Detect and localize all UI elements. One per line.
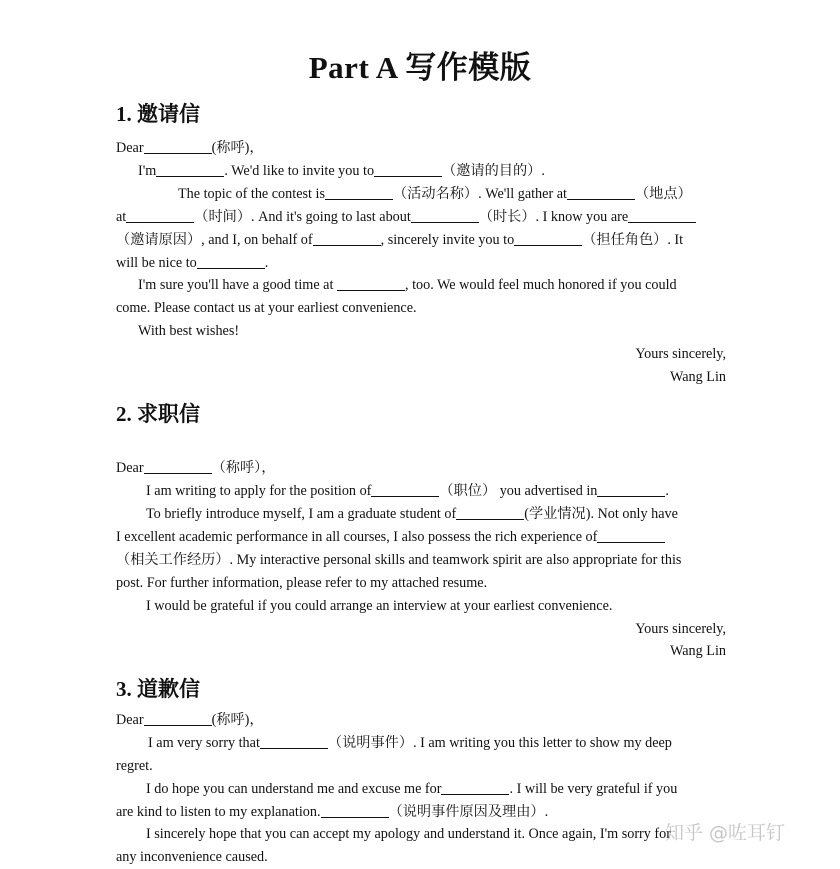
letter-line: Dear (称呼)， (116, 140, 264, 156)
section-heading-invitation: 1. 邀请信 (116, 102, 200, 126)
letter-line: I sincerely hope that you can accept my apology and understand it. Once again, I'm sorry for (146, 826, 671, 842)
fill-blank (567, 185, 635, 200)
fill-blank (371, 482, 439, 497)
letter-line: come. Please contact us at your earliest convenience. (116, 300, 417, 316)
letter-line: will be nice to . (116, 255, 269, 271)
fill-blank (597, 482, 665, 497)
fill-blank (325, 185, 393, 200)
fill-blank (337, 276, 405, 291)
letter-line: I'm . We'd like to invite you to （邀请的目的）. (138, 163, 545, 179)
letter-line: I am writing to apply for the position of （职位） you advertised in . (146, 483, 669, 499)
signature: Wang Lin (670, 369, 726, 385)
fill-blank (321, 803, 389, 818)
letter-line: With best wishes! (138, 323, 240, 339)
page-title: Part A 写作模版 (308, 50, 532, 85)
letter-line: I excellent academic performance in all courses, I also possess the rich experience of (116, 526, 665, 549)
watermark: 知乎 @咗耳钉 (665, 822, 786, 844)
letter-line: Dear (称呼)， (116, 712, 264, 728)
fill-blank (597, 528, 665, 543)
fill-blank (411, 208, 479, 223)
fill-blank (628, 208, 696, 223)
fill-blank (126, 208, 194, 223)
letter-line: Dear （称呼）， (116, 460, 276, 476)
letter-line: I'm sure you'll have a good time at , too. We would feel much honored if you could (138, 277, 677, 293)
fill-blank (441, 780, 509, 795)
letter-line: The topic of the contest is （活动名称）. We'll gather at （地点） (178, 186, 692, 202)
fill-blank (144, 711, 212, 726)
fill-blank (313, 231, 381, 246)
letter-line: To briefly introduce myself, I am a graduate student of (学业情况). Not only have (146, 506, 678, 522)
letter-line: I am very sorry that （说明事件）. I am writing you this letter to show my deep (148, 735, 672, 751)
closing: Yours sincerely, (635, 621, 726, 637)
fill-blank (156, 162, 224, 177)
letter-line: post. For further information, please refer to my attached resume. (116, 575, 488, 591)
signature: Wang Lin (670, 643, 726, 659)
fill-blank (197, 254, 265, 269)
letter-line: （相关工作经历）. My interactive personal skills and teamwork spirit are also appropriate for this (116, 552, 682, 568)
fill-blank (514, 231, 582, 246)
fill-blank (144, 459, 212, 474)
fill-blank (456, 505, 524, 520)
section-heading-application: 2. 求职信 (116, 402, 200, 426)
section-heading-apology: 3. 道歉信 (116, 677, 200, 701)
letter-line: at （时间）. And it's going to last about （时长）. I know you are (116, 206, 696, 229)
letter-line: are kind to listen to my explanation. （说明事件原因及理由）. (116, 804, 549, 820)
letter-line: any inconvenience caused. (116, 849, 268, 865)
letter-line: regret. (116, 758, 153, 774)
closing: Yours sincerely, (635, 346, 726, 362)
fill-blank (260, 734, 328, 749)
fill-blank (144, 139, 212, 154)
fill-blank (374, 162, 442, 177)
letter-line: （邀请原因）, and I, on behalf of , sincerely invite you to （担任角色）. It (116, 232, 684, 248)
letter-line: I would be grateful if you could arrange an interview at your earliest convenience. (146, 598, 613, 614)
letter-line: I do hope you can understand me and excuse me for . I will be very grateful if you (146, 781, 678, 797)
